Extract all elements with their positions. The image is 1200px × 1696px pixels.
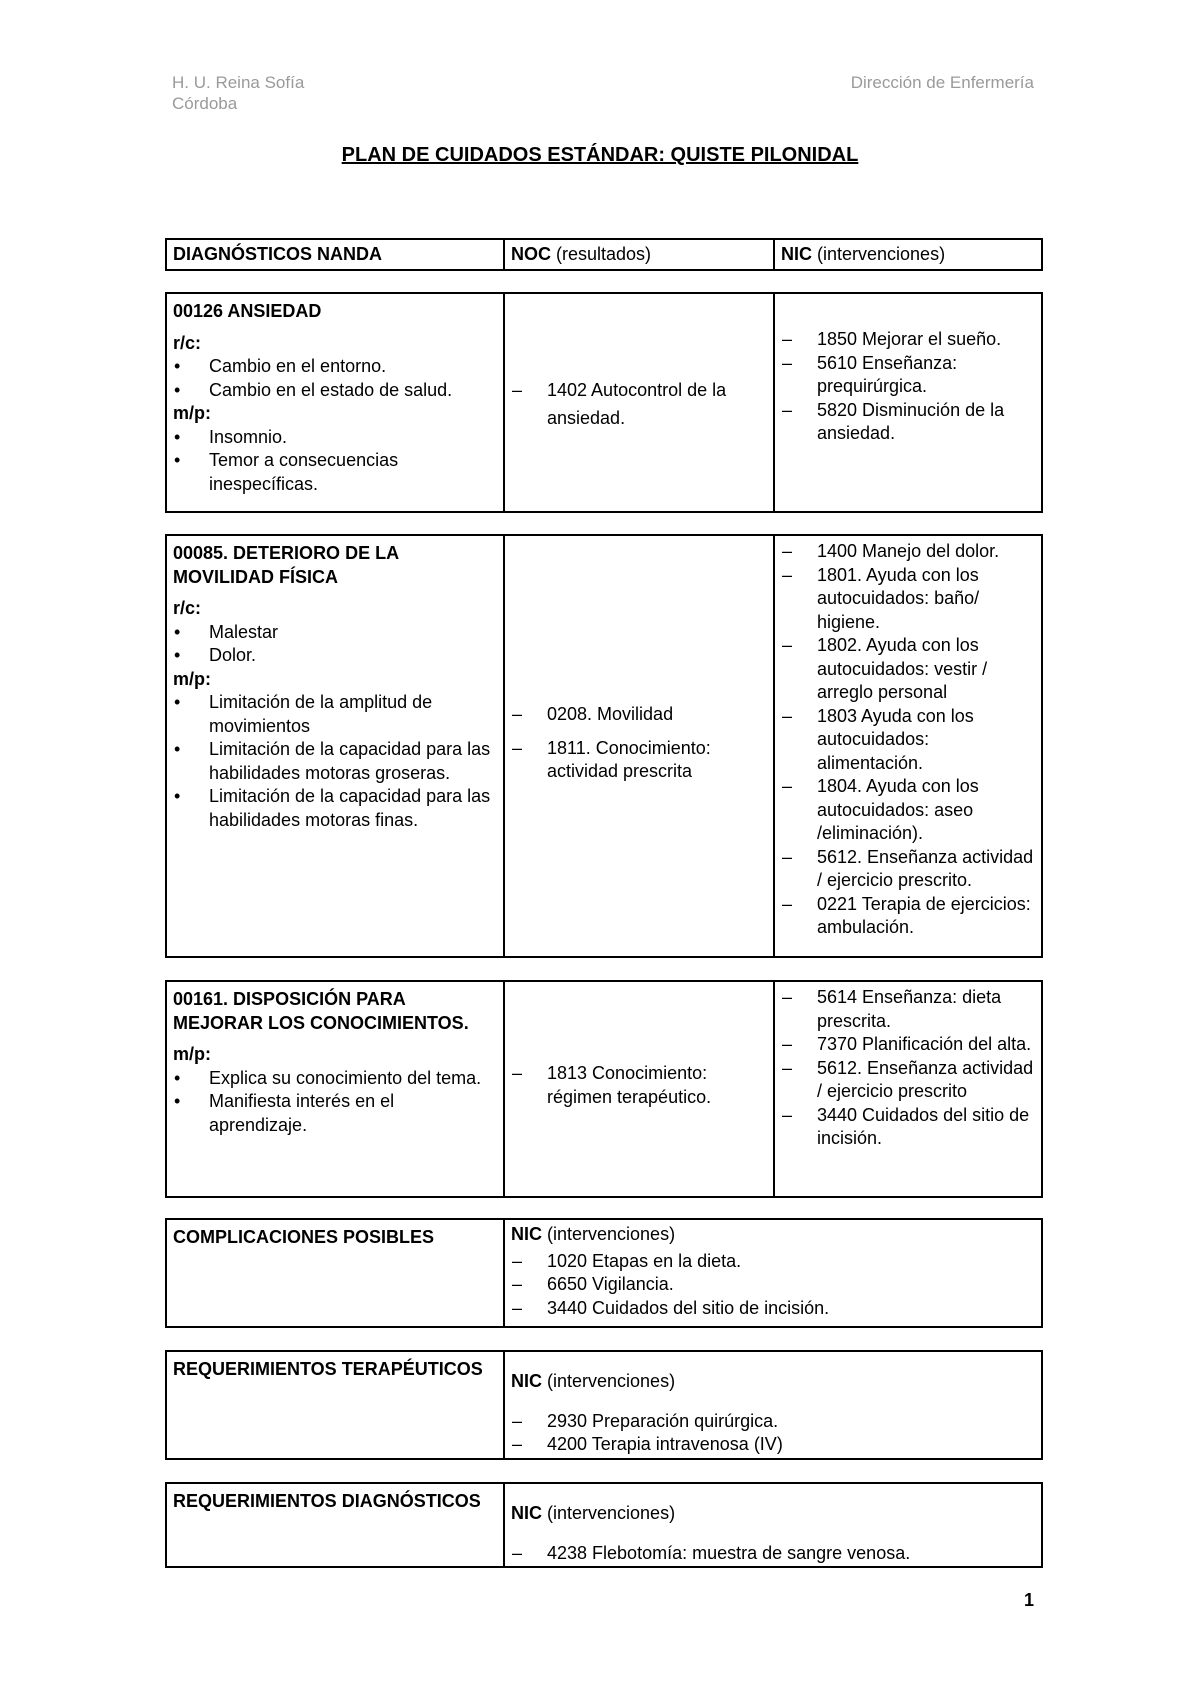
mp-label: m/p: [173, 668, 211, 689]
header-institution [172, 72, 304, 114]
diagnosis-table [165, 980, 1043, 1198]
list-item: – 1801. Ayuda con los autocuidados: baño/ higiene. [781, 564, 1035, 635]
col-header-nic: NIC (intervenciones) [773, 240, 1041, 269]
nic-cell [773, 536, 1041, 956]
therapeutic-requirements-title: REQUERIMIENTOS TERAPÉUTICOS [173, 1359, 483, 1379]
list-item: • Insomnio. [173, 426, 497, 450]
diagnosis-table [165, 534, 1043, 958]
mp-label: m/p: [173, 403, 211, 423]
header-city: Córdoba [172, 94, 238, 113]
rc-label: r/c: [173, 332, 202, 353]
page-number: 1 [1023, 1590, 1034, 1610]
complications-table [165, 1218, 1043, 1328]
nanda-cell [167, 294, 503, 511]
list-item: • Temor a consecuencias inespecíficas. [173, 449, 497, 496]
list-item: – 1804. Ayuda con los autocuidados: aseo /eliminación). [781, 775, 1035, 846]
nic-heading: NIC (intervenciones) [511, 1503, 676, 1523]
list-item: – 5612. Enseñanza actividad / ejercicio prescrito. [781, 846, 1035, 893]
mp-list [173, 691, 497, 832]
mp-list [173, 1067, 497, 1138]
list-item: – 1803 Ayuda con los autocuidados: alimentación. [781, 705, 1035, 776]
list-item: – 5820 Disminución de la ansiedad. [781, 399, 1035, 446]
list-item: – 2930 Preparación quirúrgica. [511, 1410, 1035, 1434]
list-item: – 1020 Etapas en la dieta. [511, 1250, 1035, 1274]
list-item: – 1811. Conocimiento: actividad prescrita [511, 737, 767, 784]
header-hospital: H. U. Reina Sofía [172, 73, 305, 92]
list-item: • Manifiesta interés en el aprendizaje. [173, 1090, 497, 1137]
list-item: – 7370 Planificación del alta. [781, 1033, 1035, 1057]
list-item: – 6650 Vigilancia. [511, 1273, 1035, 1297]
column-header-table [165, 238, 1043, 271]
diagnosis-table [165, 292, 1043, 513]
list-item: – 1400 Manejo del dolor. [781, 540, 1035, 564]
therapeutic-requirements-table [165, 1350, 1043, 1460]
list-item: • Dolor. [173, 644, 497, 668]
list-item: – 1402 Autocontrol de la ansiedad. [511, 376, 767, 432]
list-item: • Limitación de la capacidad para las habilidades motoras finas. [173, 785, 497, 832]
list-item: – 3440 Cuidados del sitio de incisión. [781, 1104, 1035, 1151]
mp-list [173, 426, 497, 497]
nic-heading: NIC (intervenciones) [511, 1224, 676, 1244]
list-item: • Limitación de la capacidad para las habilidades motoras groseras. [173, 738, 497, 785]
diagnosis-title: 00085. DETERIORO DE LA MOVILIDAD FÍSICA [173, 543, 399, 587]
diagnostic-nic-cell [503, 1484, 1041, 1566]
rc-list [173, 621, 497, 668]
list-item: • Cambio en el entorno. [173, 355, 497, 379]
diagnostic-requirements-title: REQUERIMIENTOS DIAGNÓSTICOS [173, 1491, 481, 1511]
list-item: • Malestar [173, 621, 497, 645]
noc-cell [503, 982, 773, 1196]
col-header-nanda: DIAGNÓSTICOS NANDA [173, 244, 383, 264]
col-header-noc: NOC (resultados) [503, 240, 773, 269]
mp-label: m/p: [173, 1044, 211, 1064]
list-item: – 5610 Enseñanza: prequirúrgica. [781, 352, 1035, 399]
nic-cell [773, 982, 1041, 1196]
list-item: • Limitación de la amplitud de movimientos [173, 691, 497, 738]
diagnosis-title: 00161. DISPOSICIÓN PARA MEJORAR LOS CONOCIMIENTOS. [173, 989, 469, 1033]
list-item: • Explica su conocimiento del tema. [173, 1067, 497, 1091]
header-department: Dirección de Enfermería [850, 73, 1034, 92]
list-item: – 4200 Terapia intravenosa (IV) [511, 1433, 1035, 1457]
complications-title: COMPLICACIONES POSIBLES [173, 1227, 435, 1247]
list-item: • Cambio en el estado de salud. [173, 379, 497, 403]
rc-list [173, 355, 497, 402]
list-item: – 4238 Flebotomía: muestra de sangre venosa. [511, 1542, 1035, 1566]
document-title: PLAN DE CUIDADOS ESTÁNDAR: QUISTE PILONIDAL [341, 144, 859, 166]
list-item: – 0208. Movilidad [511, 703, 767, 727]
nanda-cell [167, 982, 503, 1196]
rc-label: r/c: [173, 598, 202, 618]
nanda-cell [167, 536, 503, 956]
nic-cell [773, 294, 1041, 511]
list-item: – 1813 Conocimiento: régimen terapéutico. [511, 1062, 767, 1109]
noc-cell [503, 294, 773, 511]
list-item: – 5612. Enseñanza actividad / ejercicio prescrito [781, 1057, 1035, 1104]
list-item: – 0221 Terapia de ejercicios: ambulación. [781, 893, 1035, 940]
nic-heading: NIC (intervenciones) [511, 1371, 676, 1391]
list-item: – 1802. Ayuda con los autocuidados: vestir / arreglo personal [781, 634, 1035, 705]
list-item: – 3440 Cuidados del sitio de incisión. [511, 1297, 1035, 1321]
diagnostic-requirements-table [165, 1482, 1043, 1568]
diagnosis-title: 00126 ANSIEDAD [173, 301, 322, 321]
list-item: – 1850 Mejorar el sueño. [781, 328, 1035, 352]
list-item: – 5614 Enseñanza: dieta prescrita. [781, 986, 1035, 1033]
therapeutic-nic-cell [503, 1352, 1041, 1458]
noc-cell [503, 536, 773, 956]
complications-nic-cell [503, 1220, 1041, 1326]
